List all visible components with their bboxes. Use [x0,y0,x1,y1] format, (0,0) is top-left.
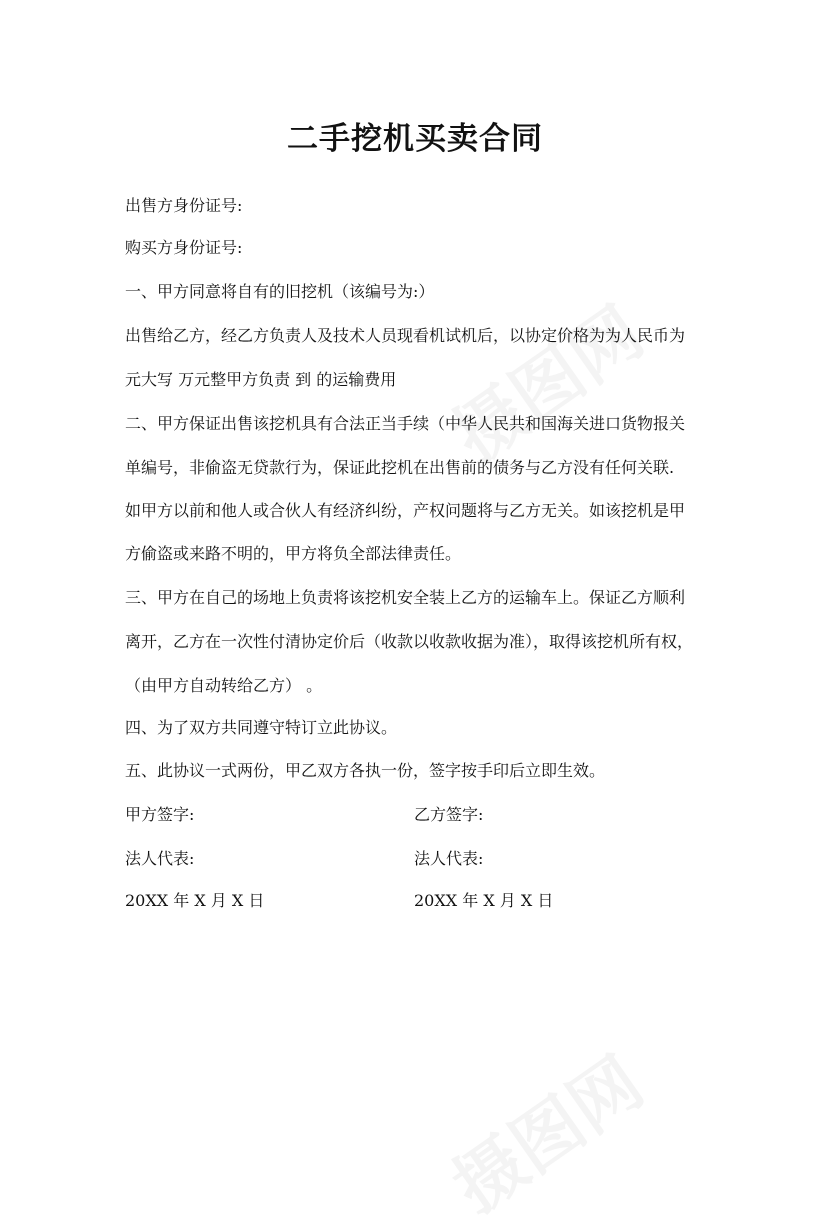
document-title: 二手挖机买卖合同 [287,121,543,157]
party-a-date: 20XX 年 X 月 X 日 [125,891,265,910]
clause-3-line-1: 三、甲方在自己的场地上负责将该挖机安全装上乙方的运输车上。保证乙方顺利 [125,588,686,607]
clause-2-line-1: 二、甲方保证出售该挖机具有合法正当手续（中华人民共和国海关进口货物报关 [125,414,686,433]
party-b-signature: 乙方签字: [414,805,484,824]
party-a-representative: 法人代表: [125,849,195,868]
clause-3-line-3: （由甲方自动转给乙方） 。 [125,676,323,695]
watermark [430,1029,660,1232]
party-a-signature: 甲方签字: [125,805,195,824]
clause-2-line-4: 方偷盗或来路不明的，甲方将负全部法律责任。 [125,544,462,563]
watermark [430,279,660,482]
clause-2-line-3: 如甲方以前和他人或合伙人有经济纠纷，产权问题将与乙方无关。如该挖机是甲 [125,501,686,520]
buyer-id-line: 购买方身份证号: [125,238,243,257]
clause-1-line-2: 出售给乙方，经乙方负责人及技术人员现看机试机后，以协定价格为为人民币为 [125,326,686,345]
clause-3-line-2: 离开，乙方在一次性付清协定价后（收款以收款收据为准），取得该挖机所有权， [125,632,694,651]
clause-2-line-2: 单编号，非偷盗无贷款行为，保证此挖机在出售前的债务与乙方没有任何关联. [125,458,675,477]
clause-1-line-3: 元大写 万元整甲方负责 到 的运输费用 [125,370,397,389]
party-b-date: 20XX 年 X 月 X 日 [414,891,554,910]
seller-id-line: 出售方身份证号: [125,196,243,215]
clause-5: 五、此协议一式两份，甲乙双方各执一份，签字按手印后立即生效。 [125,761,606,780]
party-b-representative: 法人代表: [414,849,484,868]
clause-4: 四、为了双方共同遵守特订立此协议。 [125,718,398,737]
clause-1-line-1: 一、甲方同意将自有的旧挖机（该编号为:） [125,282,435,301]
